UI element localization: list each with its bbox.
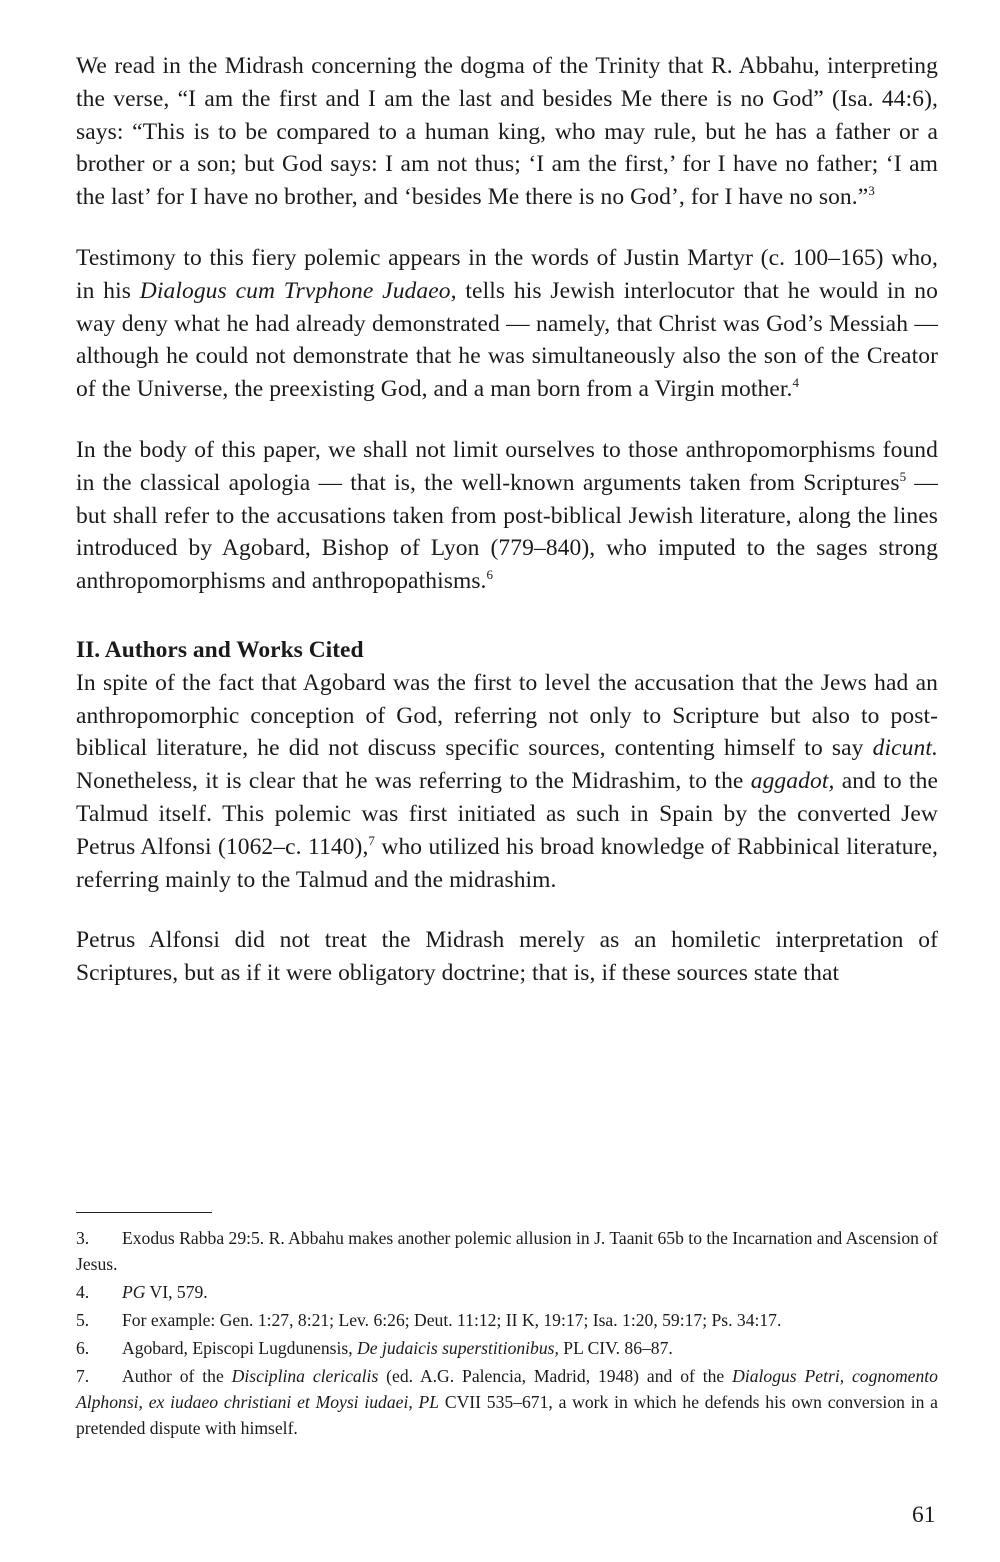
footnote-ref-7[interactable]: 7 <box>368 832 376 848</box>
footnote-7: 7. Author of the Disciplina clericalis (ed. A.G. Palencia, Madrid, 1948) and of the Dialogus Petri, cognomento Alphonsi, ex iudaeo christiani et Moysi iudaei, PL CVII 535–671, a work in which he defends his own conversion in a pretended dispute with himself. <box>76 1366 938 1438</box>
footnote-5: 5. For example: Gen. 1:27, 8:21; Lev. 6:26; Deut. 11:12; II K, 19:17; Isa. 1:20, 59:17; Ps. 34:17. <box>76 1310 782 1330</box>
paragraph-petrus-alfonsi: Petrus Alfonsi did not treat the Midrash merely as an homiletic interpretation of Scriptures, but as if it were obligatory doctrine; that is, if these sources state that <box>76 927 938 987</box>
paragraph-justin-martyr: Testimony to this fiery polemic appears in the words of Justin Martyr (c. 100–165) who, in his Dialogus cum Trvphone Judaeo, tells his Jewish interlocutor that he would in no way deny what he had already demonstrated — namely, that Christ was God’s Messiah — although he could not demonstrate that he was simultaneously also the son of the Creator of the Universe, the preexisting God, and a man born from a Virgin mother.$^4$ <box>76 244 938 403</box>
footnote-ref-3[interactable]: 3 <box>868 183 875 199</box>
footnote-ref-5[interactable]: 5 <box>899 468 907 484</box>
footnote-ref-6[interactable]: 6 <box>486 567 494 583</box>
footnote-3: 3. Exodus Rabba 29:5. R. Abbahu makes another polemic allusion in J. Taanit 65b to the Incarnation and Ascension of Jesus. <box>76 1228 938 1274</box>
footnote-ref-4[interactable]: 4 <box>792 375 800 391</box>
paragraph-agobard: In spite of the fact that Agobard was the first to level the accusation that the Jews had an anthropomorphic conception of God, referring not only to Scripture but also to post-biblical literature, he did not discuss specific sources, contenting himself to say dicunt. Nonetheless, it is clear that he was referring to the Midrashim, to the aggadot, and to the Talmud itself. This polemic was first initiated as such in Spain by the converted Jew Petrus Alfonsi (1062–c. 1140),$^7$ who utilized his broad knowledge of Rabbinical literature, referring mainly to the Talmud and the midrashim. <box>76 669 938 893</box>
footnotes <box>76 1225 938 1443</box>
paragraph-midrash-trinity: We read in the Midrash concerning the dogma of the Trinity that R. Abbahu, interpreting the verse, “I am the first and I am the last and besides Me there is no God” (Isa. 44:6), says: “This is to be compared to a human king, who may rule, but he has a father or a brother or a son; but God says: I am not thus; ‘I am the first,’ for I have no father; ‘I am the last’ for I have no brother, and ‘besides Me there is no God’, for I have no son.”$^3$ <box>76 53 938 211</box>
page-number: 61 <box>912 1502 936 1528</box>
page-body <box>76 50 938 990</box>
footnote-6: 6. Agobard, Episcopi Lugdunensis, De judaicis superstitionibus, PL CIV. 86–87. <box>76 1338 673 1358</box>
footnote-divider <box>76 1212 212 1213</box>
paragraph-body-of-paper: In the body of this paper, we shall not limit ourselves to those anthropomorphisms found in the classical apologia — that is, the well-known arguments taken from Scriptures$^5$ — but shall refer to the accusations taken from post-biblical Jewish literature, along the lines introduced by Agobard, Bishop of Lyon (779–840), who imputed to the sages strong anthropomorphisms and anthropopathisms.$^6$ <box>76 436 938 595</box>
title-dialogus: Dialogus cum Trvphone Judaeo, <box>139 277 457 304</box>
section-heading: II. Authors and Works Cited <box>76 636 364 663</box>
footnote-4: 4. PG VI, 579. <box>76 1282 208 1302</box>
